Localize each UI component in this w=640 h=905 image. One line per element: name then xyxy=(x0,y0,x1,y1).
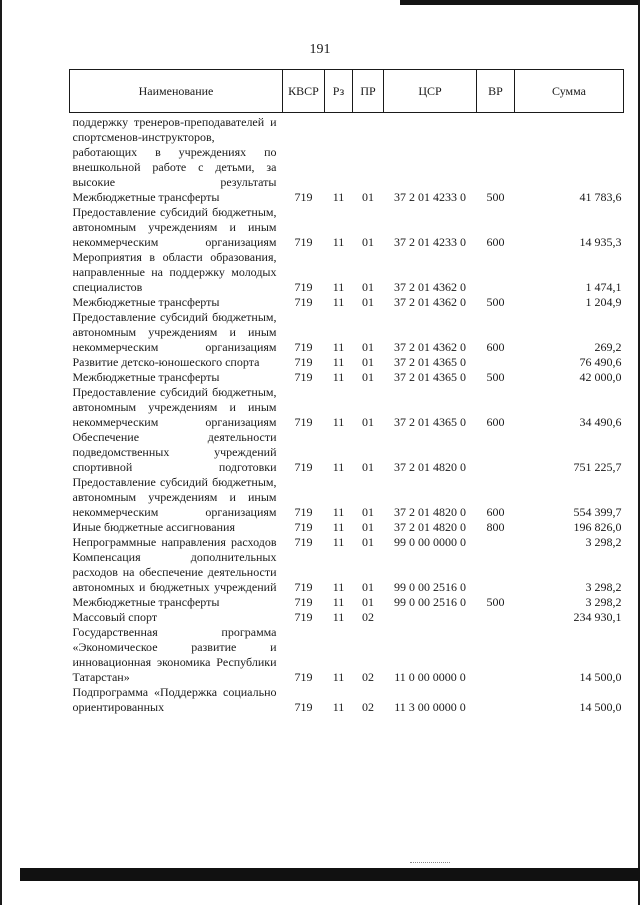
cell-sum: 34 490,6 xyxy=(579,415,622,429)
cell-rz xyxy=(325,113,353,191)
cell-csr: 99 0 00 0000 0 xyxy=(394,535,466,549)
cell-name: Межбюджетные трансферты xyxy=(72,295,220,309)
cell-rz: 11 xyxy=(332,520,345,534)
header-csr: ЦСР xyxy=(384,70,477,113)
cell-vr: 800 xyxy=(486,520,505,534)
cell-vr xyxy=(477,113,515,191)
cell-vr xyxy=(477,550,515,595)
table-row xyxy=(70,520,624,535)
cell-name: Иные бюджетные ассигнования xyxy=(72,520,235,534)
cell-rz: 11 xyxy=(332,670,345,684)
table-row xyxy=(70,250,624,295)
cell-sum: 14 500,0 xyxy=(579,670,622,684)
cell-pr: 01 xyxy=(362,235,374,249)
cell-csr: 37 2 01 4820 0 xyxy=(394,460,466,474)
cell-name: Межбюджетные трансферты xyxy=(72,190,220,204)
cell-pr: 01 xyxy=(362,595,374,609)
header-name: Наименование xyxy=(70,70,283,113)
cell-pr: 01 xyxy=(362,460,374,474)
cell-csr: 37 2 01 4820 0 xyxy=(394,505,466,519)
cell-rz: 11 xyxy=(332,355,345,369)
cell-sum: 234 930,1 xyxy=(573,610,622,624)
table-row xyxy=(70,355,624,370)
cell-csr: 37 2 01 4820 0 xyxy=(394,520,466,534)
cell-kvsr: 719 xyxy=(294,280,313,294)
cell-pr: 01 xyxy=(362,355,374,369)
table-header xyxy=(70,70,624,113)
table-row xyxy=(70,475,624,520)
cell-rz: 11 xyxy=(332,370,345,384)
cell-rz: 11 xyxy=(332,700,345,714)
cell-kvsr: 719 xyxy=(294,700,313,714)
table-row xyxy=(70,610,624,625)
cell-sum: 196 826,0 xyxy=(573,520,622,534)
header-rz: Рз xyxy=(325,70,353,113)
cell-sum: 1 474,1 xyxy=(585,280,622,294)
cell-sum: 41 783,6 xyxy=(579,190,622,204)
cell-csr: 37 2 01 4365 0 xyxy=(394,370,466,384)
cell-sum: 42 000,0 xyxy=(579,370,622,384)
cell-sum: 554 399,7 xyxy=(573,505,622,519)
cell-name: Компенсация дополнительных расходов на обеспечение деятельности автономных и бюджетных учреждений xyxy=(72,550,277,594)
cell-rz: 11 xyxy=(332,235,345,249)
table-row xyxy=(70,370,624,385)
cell-name: Предоставление субсидий бюджетным, автономным учреждениям и иным некоммерческим организациям xyxy=(72,310,277,354)
cell-vr xyxy=(477,430,515,475)
cell-csr: 37 2 01 4365 0 xyxy=(394,355,466,369)
cell-kvsr: 719 xyxy=(294,535,313,549)
cell-name: Межбюджетные трансферты xyxy=(72,370,220,384)
cell-name: Предоставление субсидий бюджетным, автономным учреждениям и иным некоммерческим организациям xyxy=(72,385,277,429)
table-row xyxy=(70,535,624,550)
cell-vr: 500 xyxy=(486,370,505,384)
table-row xyxy=(70,625,624,685)
table-row xyxy=(70,190,624,205)
cell-name: Предоставление субсидий бюджетным, автономным учреждениям и иным некоммерческим организациям xyxy=(72,205,277,249)
cell-name: Предоставление субсидий бюджетным, автономным учреждениям и иным некоммерческим организациям xyxy=(72,475,277,519)
cell-vr xyxy=(477,625,515,685)
cell-sum: 3 298,2 xyxy=(585,535,622,549)
cell-rz: 11 xyxy=(332,340,345,354)
table-row xyxy=(70,295,624,310)
cell-pr: 01 xyxy=(362,520,374,534)
cell-kvsr: 719 xyxy=(294,340,313,354)
cell-sum: 3 298,2 xyxy=(585,580,622,594)
left-scan-edge xyxy=(0,0,2,905)
cell-vr xyxy=(477,250,515,295)
cell-pr: 02 xyxy=(362,700,374,714)
cell-rz: 11 xyxy=(332,580,345,594)
header-sum: Сумма xyxy=(515,70,624,113)
cell-pr xyxy=(353,113,384,191)
cell-pr: 01 xyxy=(362,505,374,519)
cell-kvsr: 719 xyxy=(294,505,313,519)
cell-sum xyxy=(515,113,624,191)
cell-pr: 01 xyxy=(362,280,374,294)
cell-rz: 11 xyxy=(332,415,345,429)
cell-csr: 37 2 01 4365 0 xyxy=(394,415,466,429)
cell-csr: 11 3 00 0000 0 xyxy=(394,700,466,714)
cell-sum: 76 490,6 xyxy=(579,355,622,369)
cell-csr: 37 2 01 4362 0 xyxy=(394,340,466,354)
cell-name: Государственная программа «Экономическое развитие и инновационная экономика Республики Татарстан» xyxy=(72,625,277,684)
cell-kvsr: 719 xyxy=(294,370,313,384)
table-row xyxy=(70,430,624,475)
cell-rz: 11 xyxy=(332,190,345,204)
budget-table xyxy=(69,69,624,715)
cell-rz: 11 xyxy=(332,460,345,474)
scan-artifact xyxy=(410,862,450,867)
header-kvsr: КВСР xyxy=(283,70,325,113)
cell-sum: 1 204,9 xyxy=(585,295,622,309)
cell-sum: 3 298,2 xyxy=(585,595,622,609)
cell-vr: 600 xyxy=(486,505,505,519)
cell-csr: 99 0 00 2516 0 xyxy=(394,595,466,609)
top-scan-rule xyxy=(400,0,640,5)
cell-csr: 99 0 00 2516 0 xyxy=(394,580,466,594)
cell-vr xyxy=(477,610,515,625)
cell-pr: 01 xyxy=(362,295,374,309)
cell-kvsr: 719 xyxy=(294,610,313,624)
cell-pr: 01 xyxy=(362,190,374,204)
cell-name: Межбюджетные трансферты xyxy=(72,595,220,609)
cell-kvsr: 719 xyxy=(294,670,313,684)
cell-kvsr: 719 xyxy=(294,235,313,249)
cell-name: Подпрограмма «Поддержка социально ориентированных xyxy=(72,685,277,714)
cell-vr: 600 xyxy=(486,415,505,429)
cell-kvsr: 719 xyxy=(294,355,313,369)
cell-name: поддержку тренеров-преподавателей и спортсменов-инструкторов, работающих в учреждениях по внешкольной работе с детьми, за высокие результаты xyxy=(72,115,277,189)
cell-csr xyxy=(384,610,477,625)
cell-pr: 01 xyxy=(362,340,374,354)
table-row xyxy=(70,550,624,595)
cell-pr: 01 xyxy=(362,415,374,429)
cell-pr: 02 xyxy=(362,670,374,684)
cell-sum: 269,2 xyxy=(594,340,622,354)
cell-name: Массовый спорт xyxy=(72,610,158,624)
table-row xyxy=(70,595,624,610)
cell-name: Развитие детско-юношеского спорта xyxy=(72,355,260,369)
cell-vr: 600 xyxy=(486,340,505,354)
cell-csr: 37 2 01 4233 0 xyxy=(394,190,466,204)
cell-sum: 14 500,0 xyxy=(579,700,622,714)
cell-kvsr: 719 xyxy=(294,295,313,309)
cell-vr xyxy=(477,355,515,370)
cell-pr: 01 xyxy=(362,580,374,594)
cell-csr: 37 2 01 4233 0 xyxy=(394,235,466,249)
cell-kvsr xyxy=(283,113,325,191)
cell-vr: 600 xyxy=(486,235,505,249)
table-body xyxy=(70,113,624,716)
cell-vr: 500 xyxy=(486,595,505,609)
cell-pr: 01 xyxy=(362,370,374,384)
cell-vr: 500 xyxy=(486,190,505,204)
cell-sum: 751 225,7 xyxy=(573,460,622,474)
cell-sum: 14 935,3 xyxy=(579,235,622,249)
cell-vr: 500 xyxy=(486,295,505,309)
cell-kvsr: 719 xyxy=(294,415,313,429)
cell-kvsr: 719 xyxy=(294,595,313,609)
cell-name: Непрограммные направления расходов xyxy=(72,535,277,549)
cell-csr: 37 2 01 4362 0 xyxy=(394,280,466,294)
table-row xyxy=(70,113,624,191)
cell-kvsr: 719 xyxy=(294,190,313,204)
cell-pr: 02 xyxy=(362,610,374,624)
bottom-scan-bar xyxy=(20,868,640,881)
cell-kvsr: 719 xyxy=(294,460,313,474)
cell-csr: 11 0 00 0000 0 xyxy=(394,670,466,684)
header-row xyxy=(70,70,624,113)
cell-kvsr: 719 xyxy=(294,580,313,594)
cell-vr xyxy=(477,535,515,550)
cell-csr: 37 2 01 4362 0 xyxy=(394,295,466,309)
cell-kvsr: 719 xyxy=(294,520,313,534)
cell-vr xyxy=(477,685,515,715)
header-vr: ВР xyxy=(477,70,515,113)
table-row xyxy=(70,310,624,355)
cell-rz: 11 xyxy=(332,505,345,519)
header-pr: ПР xyxy=(353,70,384,113)
cell-csr xyxy=(384,113,477,191)
cell-name: Обеспечение деятельности подведомственных учреждений спортивной подготовки xyxy=(72,430,277,474)
cell-rz: 11 xyxy=(332,610,345,624)
cell-pr: 01 xyxy=(362,535,374,549)
cell-rz: 11 xyxy=(332,535,345,549)
cell-rz: 11 xyxy=(332,280,345,294)
table-row xyxy=(70,385,624,430)
page-number: 191 xyxy=(309,42,331,57)
table-row xyxy=(70,685,624,715)
cell-name: Мероприятия в области образования, направленные на поддержку молодых специалистов xyxy=(72,250,277,294)
cell-rz: 11 xyxy=(332,295,345,309)
table-row xyxy=(70,205,624,250)
cell-rz: 11 xyxy=(332,595,345,609)
